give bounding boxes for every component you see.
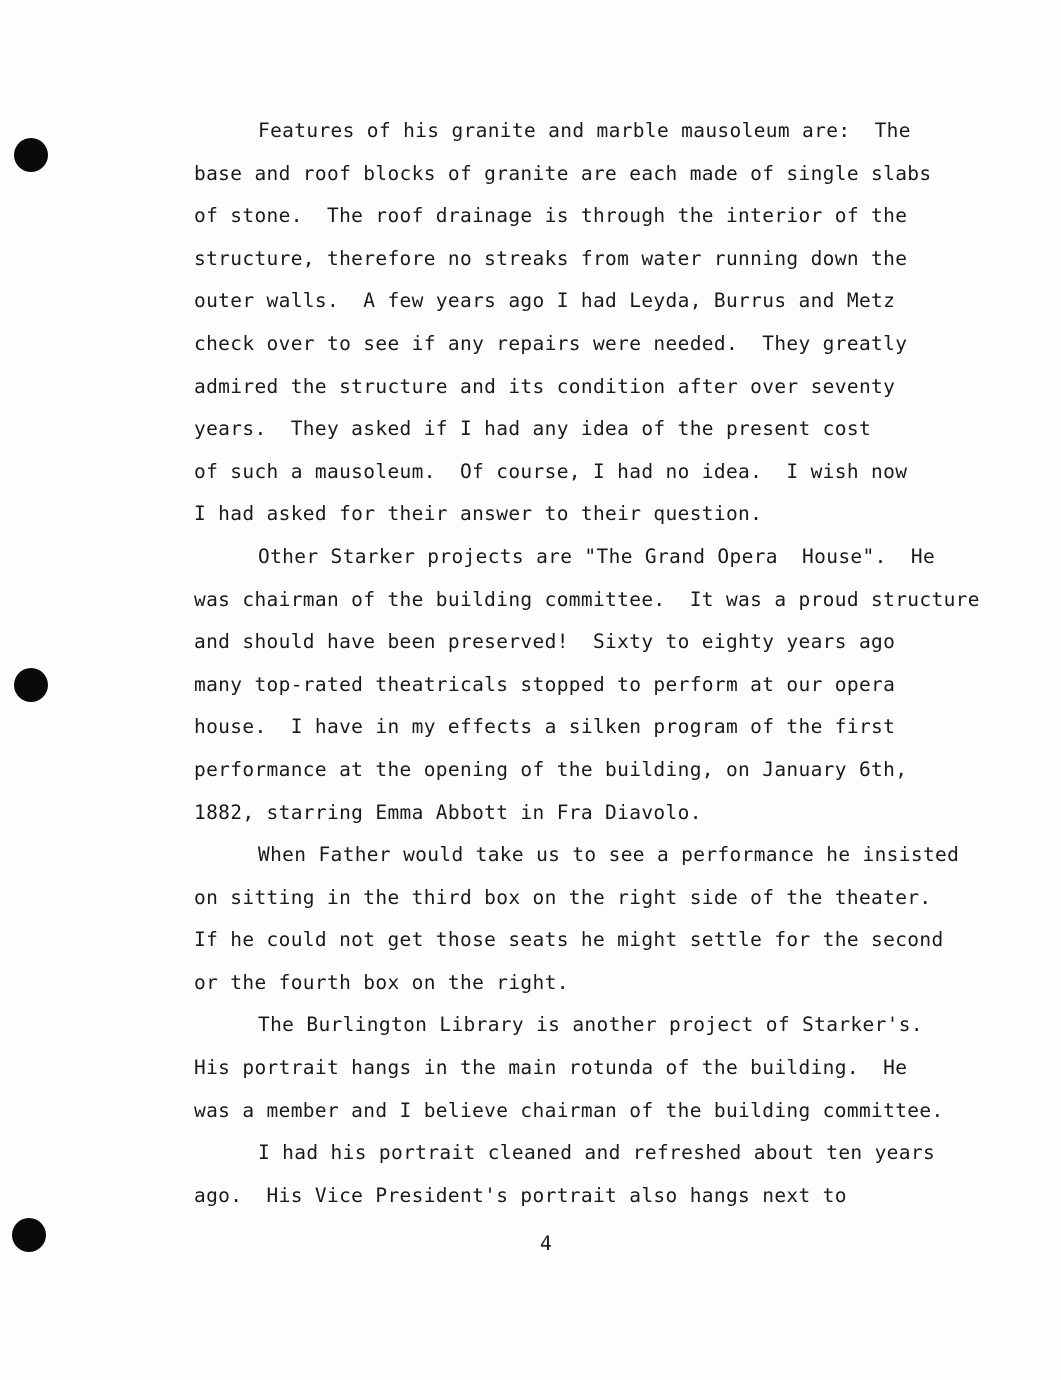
- text-line: If he could not get those seats he might settle for the second: [194, 928, 944, 952]
- text-line: When Father would take us to see a performance he insisted: [258, 843, 960, 867]
- text-line: was a member and I believe chairman of the building committee.: [194, 1098, 944, 1122]
- text-line: years. They asked if I had any idea of the present cost: [194, 417, 872, 441]
- text-line: His portrait hangs in the main rotunda of the building. He: [194, 1056, 908, 1080]
- text-line: house. I have in my effects a silken program of the first: [194, 715, 896, 739]
- text-line: I had asked for their answer to their question.: [194, 502, 763, 526]
- text-line: of stone. The roof drainage is through the interior of the: [194, 204, 908, 228]
- text-line: performance at the opening of the building, on January 6th,: [194, 757, 908, 781]
- body-text: [194, 110, 1039, 1217]
- text-line: 1882, starring Emma Abbott in Fra Diavolo.: [194, 800, 702, 824]
- text-line: ago. His Vice President's portrait also hangs next to: [194, 1183, 847, 1207]
- text-line: and should have been preserved! Sixty to eighty years ago: [194, 630, 896, 654]
- text-line: structure, therefore no streaks from water running down the: [194, 246, 908, 270]
- text-line: admired the structure and its condition after over seventy: [194, 374, 896, 398]
- page-number: 4: [540, 1232, 552, 1255]
- text-line: of such a mausoleum. Of course, I had no idea. I wish now: [194, 459, 908, 483]
- text-line: I had his portrait cleaned and refreshed about ten years: [258, 1141, 936, 1165]
- text-line: or the fourth box on the right.: [194, 970, 569, 994]
- text-line: The Burlington Library is another project of Starker's.: [258, 1013, 923, 1037]
- text-line: Features of his granite and marble mausoleum are: The: [258, 119, 911, 142]
- punch-hole: [12, 1218, 46, 1252]
- text-line: on sitting in the third box on the right side of the theater.: [194, 885, 932, 909]
- text-line: Other Starker projects are "The Grand Opera House". He: [258, 544, 936, 568]
- punch-hole: [14, 138, 48, 172]
- text-line: base and roof blocks of granite are each made of single slabs: [194, 161, 932, 185]
- text-line: outer walls. A few years ago I had Leyda, Burrus and Metz: [194, 289, 896, 313]
- text-line: check over to see if any repairs were needed. They greatly: [194, 331, 908, 355]
- punch-hole: [14, 668, 48, 702]
- text-line: was chairman of the building committee. It was a proud structure: [194, 587, 980, 611]
- text-line: many top-rated theatricals stopped to perform at our opera: [194, 672, 896, 696]
